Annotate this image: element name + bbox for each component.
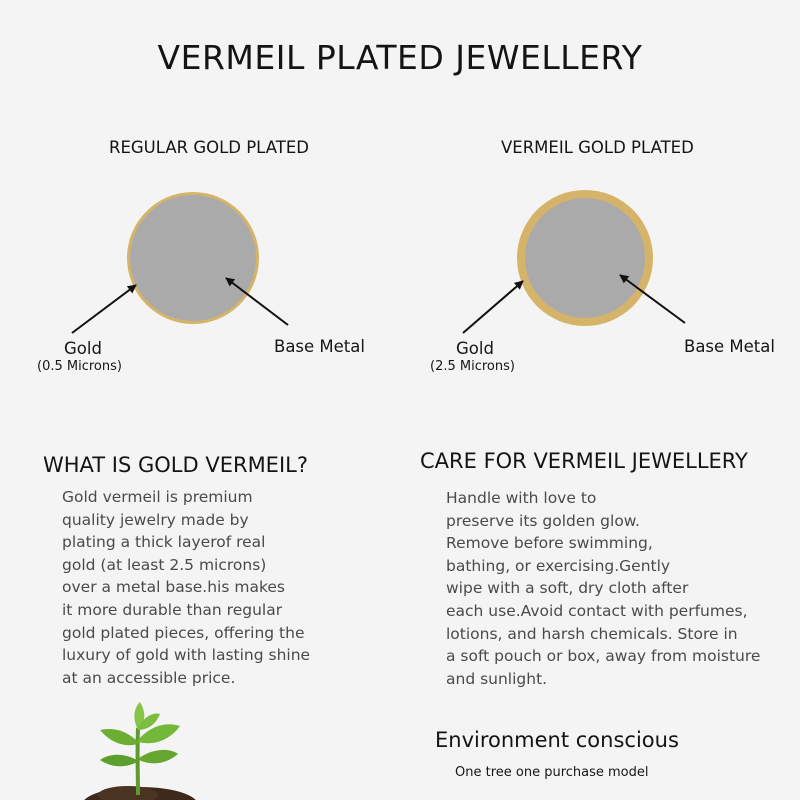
regular-plated-title: REGULAR GOLD PLATED [109, 138, 309, 157]
text-line: at an accessible price. [62, 668, 236, 687]
page-title: VERMEIL PLATED JEWELLERY [157, 38, 643, 77]
text-line: gold (at least 2.5 microns) [62, 555, 267, 574]
text-line: lotions, and harsh chemicals. Store in [446, 624, 738, 643]
vermeil-gold-arrow [463, 281, 523, 333]
environment-subtext: One tree one purchase model [455, 765, 649, 780]
care-heading: CARE FOR VERMEIL JEWELLERY [420, 449, 748, 473]
environment-heading: Environment conscious [435, 728, 679, 752]
regular-gold-thickness: (0.5 Microns) [37, 359, 122, 374]
text-line: each use.Avoid contact with perfumes, [446, 601, 748, 620]
vermeil-plated-title: VERMEIL GOLD PLATED [501, 138, 694, 157]
text-line: over a metal base.his makes [62, 578, 286, 597]
text-line: it more durable than regular [62, 600, 283, 619]
sprout-in-soil-icon [82, 702, 198, 800]
care-text [446, 487, 760, 690]
regular-gold-label: Gold [64, 339, 102, 358]
text-line: and sunlight. [446, 669, 548, 688]
text-line: gold plated pieces, offering the [62, 623, 305, 642]
text-line: Handle with love to [446, 489, 597, 507]
what-is-vermeil-text [62, 486, 310, 689]
vermeil-base-label: Base Metal [684, 337, 775, 356]
vermeil-gold-thickness: (2.5 Microns) [430, 359, 515, 374]
regular-gold-arrow [72, 285, 136, 333]
what-is-vermeil-heading: WHAT IS GOLD VERMEIL? [43, 453, 308, 477]
text-line: quality jewelry made by [62, 510, 249, 529]
text-line: Remove before swimming, [446, 534, 653, 553]
text-line: plating a thick layerof real [62, 533, 266, 552]
text-line: preserve its golden glow. [446, 511, 640, 530]
regular-base-label: Base Metal [274, 337, 365, 356]
text-line: a soft pouch or box, away from moisture [446, 647, 761, 666]
vermeil-base-metal [525, 198, 645, 318]
vermeil-gold-label: Gold [456, 339, 494, 358]
regular-base-metal [130, 195, 256, 321]
text-line: luxury of gold with lasting shine [62, 646, 311, 665]
text-line: bathing, or exercising.Gently [446, 556, 671, 575]
text-line: Gold vermeil is premium [62, 488, 253, 506]
text-line: wipe with a soft, dry cloth after [446, 579, 689, 598]
